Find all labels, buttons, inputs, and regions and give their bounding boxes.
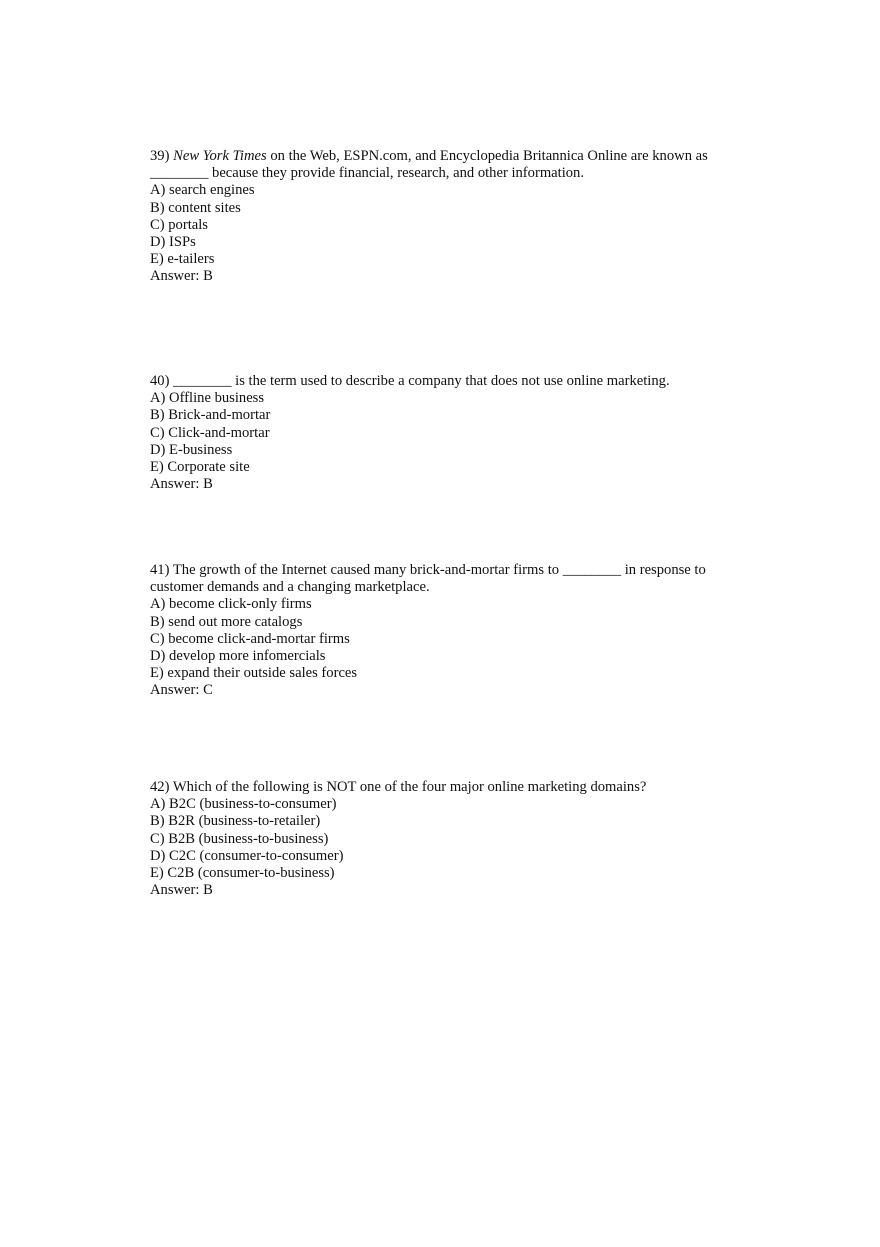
question-41 bbox=[150, 562, 740, 700]
question-stem bbox=[150, 148, 740, 182]
option-b: B) content sites bbox=[150, 199, 241, 216]
question-stem bbox=[150, 562, 740, 596]
answer-key: Answer: B bbox=[150, 882, 213, 899]
question-number: 41) bbox=[150, 562, 170, 578]
answer-options bbox=[150, 182, 740, 268]
option-b: B) Brick-and-mortar bbox=[150, 407, 271, 424]
answer-key: Answer: B bbox=[150, 476, 213, 493]
option-a: A) search engines bbox=[150, 182, 255, 199]
option-d: D) develop more infomercials bbox=[150, 648, 326, 665]
option-e: E) expand their outside sales forces bbox=[150, 665, 358, 682]
option-a: A) B2C (business-to-consumer) bbox=[150, 796, 337, 813]
option-d: D) C2C (consumer-to-consumer) bbox=[150, 847, 344, 864]
option-c: C) B2B (business-to-business) bbox=[150, 830, 329, 847]
stem-text: Which of the following is NOT one of the four major online marketing domains? bbox=[172, 779, 647, 795]
question-stem bbox=[150, 779, 740, 796]
question-42 bbox=[150, 779, 740, 899]
answer-options bbox=[150, 796, 740, 882]
question-stem bbox=[150, 373, 740, 390]
option-e: E) Corporate site bbox=[150, 459, 250, 476]
option-b: B) send out more catalogs bbox=[150, 613, 303, 630]
option-e: E) C2B (consumer-to-business) bbox=[150, 865, 335, 882]
stem-text: The growth of the Internet caused many brick-and-mortar firms to ________ in response to customer demands and a changing marketplace. bbox=[150, 562, 706, 596]
answer-key: Answer: C bbox=[150, 682, 213, 699]
answer-key: Answer: B bbox=[150, 268, 213, 285]
option-d: D) ISPs bbox=[150, 234, 196, 251]
stem-text: on the Web, ESPN.com, and Encyclopedia Britannica Online are known as ________ because they provide financial, research, and other information. bbox=[150, 148, 708, 182]
question-39 bbox=[150, 148, 740, 286]
question-number: 40) bbox=[150, 373, 170, 389]
option-c: C) become click-and-mortar firms bbox=[150, 630, 350, 647]
option-b: B) B2R (business-to-retailer) bbox=[150, 813, 321, 830]
answer-options bbox=[150, 390, 740, 476]
question-number: 42) bbox=[150, 779, 170, 795]
option-c: C) portals bbox=[150, 216, 208, 233]
option-a: A) Offline business bbox=[150, 390, 265, 407]
option-d: D) E-business bbox=[150, 441, 233, 458]
question-40 bbox=[150, 373, 740, 493]
answer-options bbox=[150, 596, 740, 682]
option-a: A) become click-only firms bbox=[150, 596, 312, 613]
stem-text: ________ is the term used to describe a company that does not use online marketing. bbox=[173, 373, 670, 389]
question-number: 39) bbox=[150, 148, 170, 164]
option-e: E) e-tailers bbox=[150, 251, 215, 268]
stem-italic-text: New York Times bbox=[173, 148, 267, 164]
option-c: C) Click-and-mortar bbox=[150, 424, 270, 441]
